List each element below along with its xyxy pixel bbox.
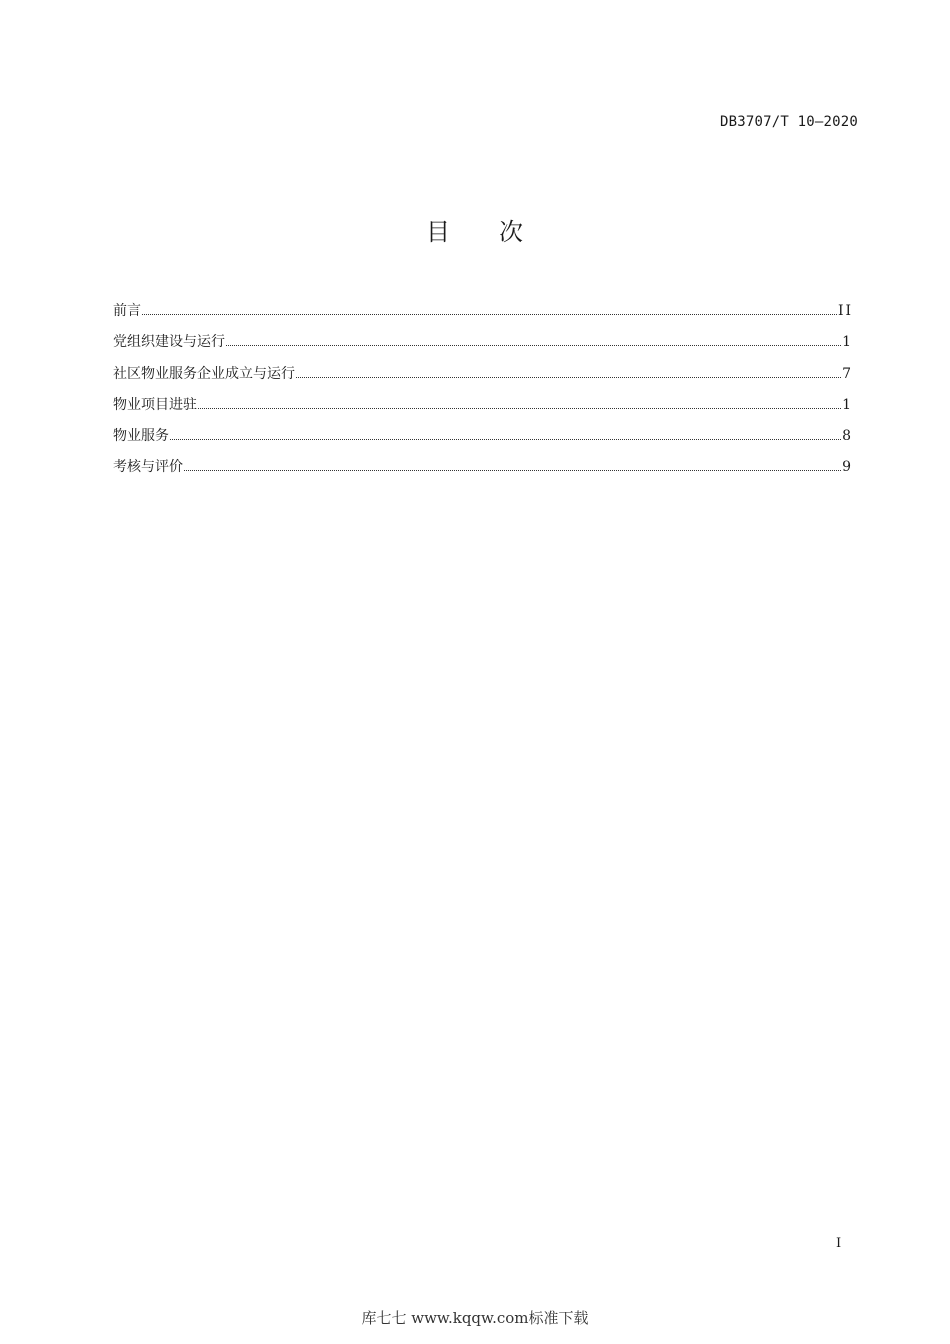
toc-entry-page: 1 — [842, 334, 853, 351]
download-watermark: 库七七 www.kqqw.com标准下载 — [361, 1309, 589, 1327]
toc-leader-dots — [170, 439, 841, 440]
toc-leader-dots — [184, 470, 841, 471]
toc-entry-page: II — [837, 303, 853, 319]
toc-entry-page: 8 — [842, 428, 853, 445]
toc-entry-label: 物业项目进驻 — [113, 396, 197, 413]
document-code: DB3707/T 10—2020 — [719, 114, 858, 130]
toc-entry-page: 1 — [842, 396, 853, 413]
toc-title-char-1: 目 — [426, 218, 451, 246]
toc-title-char-2: 次 — [499, 218, 524, 246]
toc-entry-party-organization[interactable] — [113, 331, 851, 362]
toc-entry-project-entry[interactable] — [113, 394, 851, 425]
toc-leader-dots — [226, 345, 841, 346]
toc-entry-label: 党组织建设与运行 — [113, 334, 225, 351]
toc-leader-dots — [198, 408, 841, 409]
toc-entry-label: 前言 — [113, 303, 141, 319]
toc-entry-label: 考核与评价 — [113, 459, 183, 476]
toc-entry-label: 社区物业服务企业成立与运行 — [113, 365, 295, 382]
toc-list — [113, 300, 851, 488]
toc-leader-dots — [142, 314, 837, 315]
toc-entry-assessment[interactable] — [113, 456, 851, 487]
toc-entry-page: 7 — [842, 365, 853, 382]
toc-title — [0, 212, 950, 247]
toc-entry-label: 物业服务 — [113, 428, 169, 445]
page-number: I — [836, 1236, 842, 1251]
toc-entry-foreword[interactable] — [113, 300, 851, 331]
toc-entry-page: 9 — [842, 459, 853, 476]
toc-leader-dots — [296, 377, 841, 378]
toc-entry-enterprise-establishment[interactable] — [113, 363, 851, 394]
toc-entry-property-service[interactable] — [113, 425, 851, 456]
